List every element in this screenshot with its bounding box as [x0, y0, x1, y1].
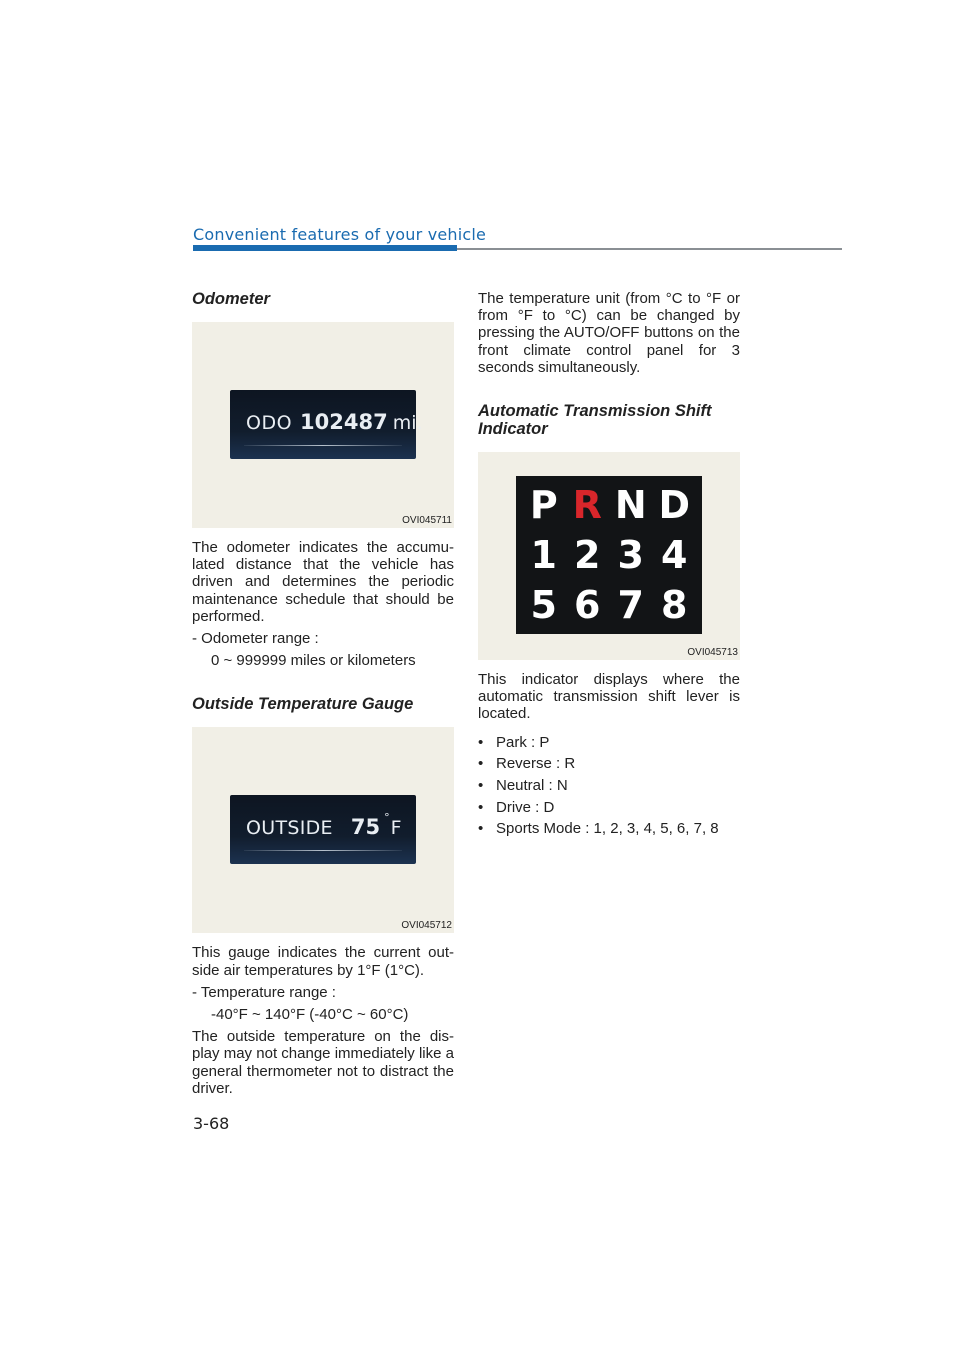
shift-position-5: 5 [530, 583, 557, 628]
shift-heading-line1: Automatic Transmission Shift [478, 402, 712, 421]
shift-position-2: 2 [574, 533, 601, 578]
left-column [192, 290, 454, 1097]
outside-temp-note: The outside temperature on the dis-play may not change immediately like a general thermometer not to distract the driver. [192, 1028, 454, 1097]
outside-temp-figure [192, 727, 454, 933]
figure-code: OVI045711 [402, 515, 452, 526]
shift-position-p: P [529, 483, 558, 528]
list-item: • Park : P [478, 733, 550, 751]
shift-position-4: 4 [661, 533, 688, 578]
shift-position-d: D [658, 483, 691, 528]
shift-position-8: 8 [661, 583, 688, 628]
outside-temp-heading: Outside Temperature Gauge [192, 695, 414, 714]
shift-indicator-display [516, 476, 702, 634]
odometer-value: 102487 [300, 410, 388, 434]
outside-temp-unit: F [390, 817, 402, 840]
page-number: 3-68 [193, 1114, 230, 1133]
figure-code: OVI045713 [687, 647, 738, 659]
outside-temp-label: OUTSIDE [246, 817, 333, 840]
right-column [478, 290, 740, 838]
list-item: • Reverse : R [478, 755, 576, 773]
shift-position-3: 3 [617, 533, 644, 578]
temp-unit-note: The temperature unit (from °C to °F or from °F to °C) can be changed by pressing the AUTO/OFF buttons on the front climate control panel for 3 seconds simultaneously. [478, 290, 740, 376]
outside-temp-description: This gauge indicates the current out-side air temperatures by 1°F (1°C). [192, 944, 454, 979]
list-item: • Neutral : N [478, 777, 568, 795]
shift-position-r: R [572, 483, 602, 528]
odometer-range-label: - Odometer range : [192, 630, 319, 648]
shift-position-7: 7 [617, 583, 644, 628]
outside-temp-value: 75 [350, 815, 381, 840]
shift-position-1: 1 [530, 533, 557, 578]
display-divider [244, 445, 402, 446]
display-divider [244, 850, 402, 851]
odometer-heading: Odometer [192, 290, 270, 308]
outside-temp-display [230, 795, 416, 864]
list-item: • Drive : D [478, 798, 555, 816]
temp-range-label: - Temperature range : [192, 983, 336, 1001]
header-accent-bar [193, 245, 457, 251]
shift-indicator-description: This indicator displays where the automatic transmission shift lever is located. [478, 671, 740, 723]
temp-range-value: -40°F ~ 140°F (-40°C ~ 60°C) [211, 1006, 409, 1024]
figure-code: OVI045712 [401, 920, 452, 932]
section-title: Convenient features of your vehicle [193, 225, 487, 244]
shift-heading-line2: Indicator [478, 420, 548, 439]
odometer-description: The odometer indicates the accumu-lated distance that the vehicle has driven and determines the periodic maintenance schedule that should be performed. [192, 539, 454, 625]
shift-indicator-heading [478, 402, 740, 438]
shift-positions-list [478, 734, 740, 838]
list-item: • Sports Mode : 1, 2, 3, 4, 5, 6, 7, 8 [478, 820, 719, 838]
degree-symbol: ° [384, 811, 390, 825]
shift-position-6: 6 [574, 583, 601, 628]
shift-indicator-figure [478, 452, 740, 660]
odometer-figure [192, 322, 454, 528]
odometer-display [230, 390, 423, 459]
shift-position-n: N [614, 483, 647, 528]
odometer-label: ODO [246, 412, 293, 434]
header-rule [457, 248, 842, 250]
odometer-range-value: 0 ~ 999999 miles or kilometers [211, 652, 416, 670]
odometer-unit: mi. [392, 412, 423, 434]
